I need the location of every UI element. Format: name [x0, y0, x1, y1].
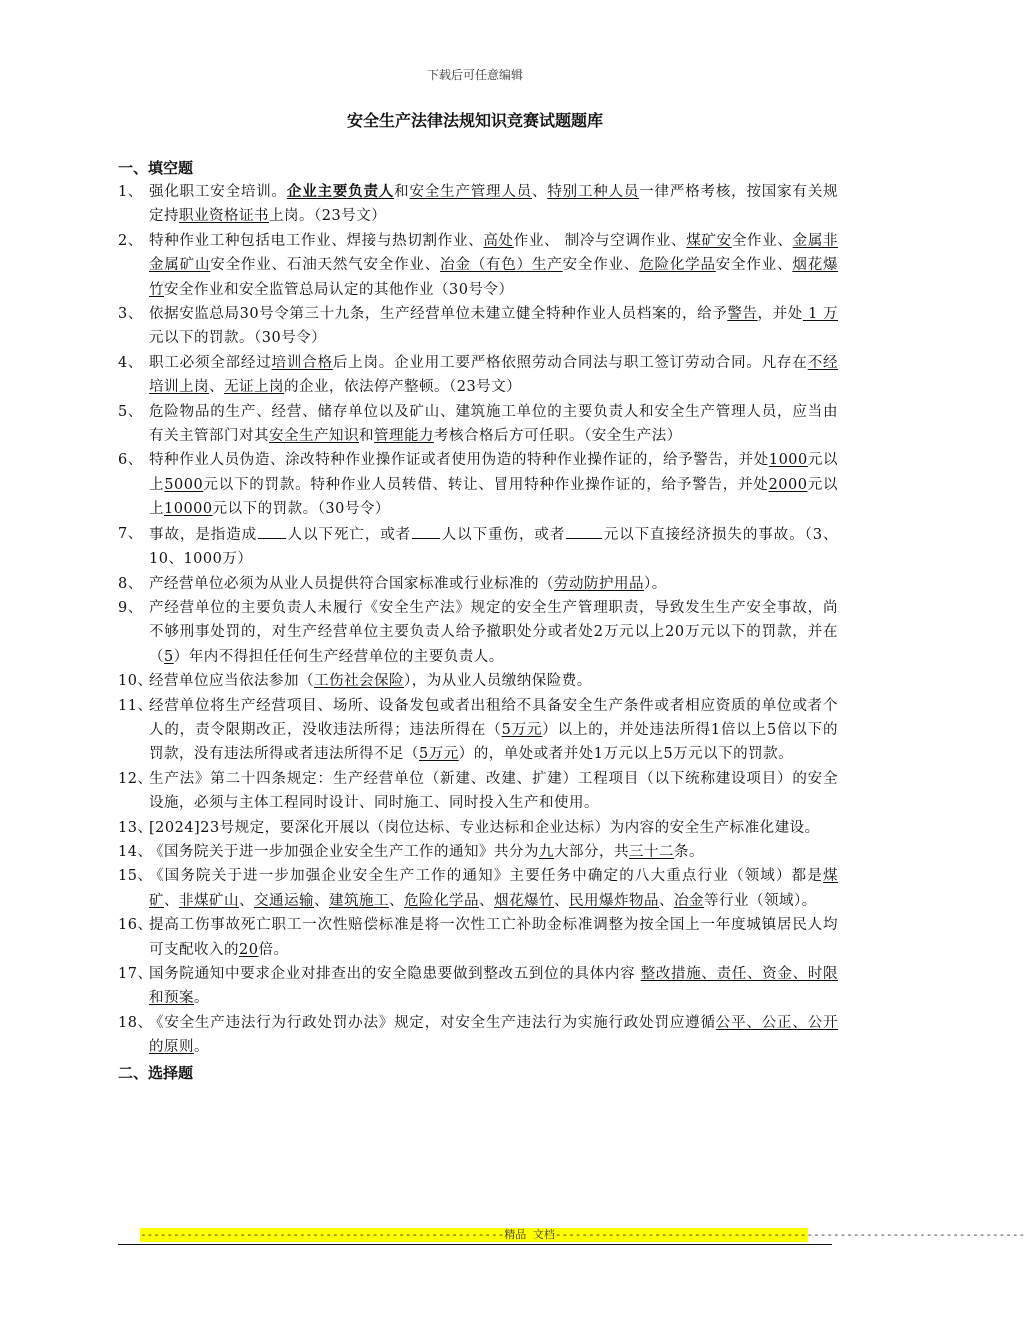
question-text: 产经营单位必须为从业人员提供符合国家标准或行业标准的（劳动防护用品）。 [149, 575, 667, 592]
question-number: 13、 [118, 819, 153, 836]
question-item [118, 816, 838, 840]
question-text: 生产法》第二十四条规定：生产经营单位（新建、改建、扩建）工程项目（以下统称建设项目）的安全设施，必须与主体工程同时设计、同时施工、同时投入生产和使用。 [149, 770, 838, 812]
question-text: 特种作业人员伪造、涂改特种作业操作证或者使用伪造的特种作业操作证的，给予警告，并处1000元以上5000元以下的罚款。特种作业人员转借、转让、冒用特种作业操作证的，给予警告，并处2000元以上10000元以下的罚款。（30号令） [149, 452, 839, 518]
question-number: 11、 [118, 697, 153, 714]
question-number: 10、 [118, 673, 153, 690]
question-text: 《安全生产违法行为行政处罚办法》规定，对安全生产违法行为实施行政处罚应遵循公平、公正、公开的原则。 [149, 1014, 839, 1056]
question-number: 3、 [118, 306, 143, 323]
question-item [118, 669, 838, 693]
document-body [118, 156, 838, 1085]
question-item [118, 351, 838, 400]
question-text: 经营单位应当依法参加（工伤社会保险），为从业人员缴纳保险费。 [149, 673, 592, 690]
question-item [118, 913, 838, 962]
question-item [118, 302, 838, 351]
footer-divider [118, 1244, 832, 1245]
question-item [118, 962, 838, 1011]
question-item [118, 767, 838, 816]
question-item [118, 840, 838, 864]
question-number: 17、 [118, 966, 153, 982]
question-item [118, 448, 838, 521]
question-item [118, 596, 838, 669]
document-title: 安全生产法律法规知识竞赛试题题库 [346, 111, 603, 130]
question-number: 4、 [118, 354, 143, 371]
question-text: 国务院通知中要求企业对排查出的安全隐患要做到整改五到位的具体内容 整改措施、责任、资金、时限和预案。 [149, 966, 839, 1007]
question-text: [2024]23号规定，要深化开展以（岗位达标、专业达标和企业达标）为内容的安全生产标准化建设。 [149, 819, 820, 836]
question-number: 6、 [118, 452, 143, 469]
question-number: 15、 [118, 868, 153, 885]
header-note: 下载后可任意编辑 [426, 68, 523, 82]
question-item [118, 180, 838, 229]
question-text: 产经营单位的主要负责人未履行《安全生产法》规定的安全生产管理职责，导致发生生产安全事故，尚不够刑事处罚的，对生产经营单位主要负责人给予撤职处分或者处2万元以上20万元以下的罚款，并在（5）年内不得担任任何生产经营单位的主要负责人。 [149, 599, 838, 665]
question-text: 《国务院关于进一步加强企业安全生产工作的通知》共分为九大部分，共三十二条。 [149, 843, 704, 860]
question-text: 强化职工安全培训。企业主要负责人和安全生产管理人员、特别工种人员一律严格考核，按国家有关规定持职业资格证书上岗。（23号文） [149, 183, 839, 225]
question-text: 经营单位将生产经营项目、场所、设备发包或者出租给不具备安全生产条件或者相应资质的单位或者个人的，责令限期改正，没收违法所得；违法所得在（5万元）以上的，并处违法所得1倍以上5倍以下的罚款，没有违法所得或者违法所得不足（5万元）的，单处或者并处1万元以上5万元以下的罚款。 [149, 697, 839, 763]
question-number: 18、 [118, 1014, 153, 1031]
question-number: 9、 [118, 599, 143, 616]
question-number: 1、 [118, 184, 143, 200]
question-text: 提高工伤事故死亡职工一次性赔偿标准是将一次性工亡补助金标准调整为按全国上一年度城镇居民人均可支配收入的20倍。 [149, 917, 838, 958]
question-number: 8、 [118, 575, 143, 592]
question-number: 12、 [118, 770, 153, 787]
question-number: 14、 [118, 843, 153, 860]
question-text: 危险物品的生产、经营、储存单位以及矿山、建筑施工单位的主要负责人和安全生产管理人员，应当由有关主管部门对其安全生产知识和管理能力考核合格后方可任职。（安全生产法） [149, 403, 838, 445]
question-item [118, 1011, 838, 1060]
question-number: 16、 [118, 917, 153, 934]
section-heading-choice: 二、选择题 [118, 1063, 194, 1082]
question-item [118, 864, 838, 913]
question-item [118, 400, 838, 449]
question-item [118, 229, 838, 302]
question-text: 《国务院关于进一步加强企业安全生产工作的通知》主要任务中确定的八大重点行业（领域）都是煤矿、非煤矿山、交通运输、建筑施工、危险化学品、烟花爆竹、民用爆炸物品、冶金等行业（领域）。 [149, 868, 838, 909]
question-number: 2、 [118, 232, 143, 249]
section-heading-fill-blank: 一、填空题 [118, 159, 194, 177]
question-text: 特种作业工种包括电工作业、焊接与热切割作业、高处作业、 制冷与空调作业、煤矿安全作业、金属非金属矿山安全作业、石油天然气安全作业、冶金（有色）生产安全作业、危险化学品安全作业、烟花爆竹安全作业和安全监管总局认定的其他作业（30号令） [149, 232, 839, 298]
question-text: 事故，是指造成 人以下死亡，或者 人以下重伤，或者 元以下直接经济损失的事故。（3、10、1000万） [149, 527, 838, 567]
question-item [118, 572, 838, 596]
footer-watermark-band: -------------------------------------------------------精品 文档----------------------------------------------------------------------- [140, 1228, 1025, 1241]
question-text: 职工必须全部经过培训合格后上岗。企业用工要严格依照劳动合同法与职工签订劳动合同。凡存在不经培训上岗、无证上岗的企业，依法停产整顿。（23号文） [149, 354, 839, 396]
question-item [118, 694, 838, 767]
question-number: 7、 [118, 525, 143, 542]
question-list [118, 180, 838, 1060]
question-text: 依据安监总局30号令第三十九条，生产经营单位未建立健全特种作业人员档案的，给予警告，并处 1 万元以下的罚款。（30号令） [149, 306, 839, 347]
question-number: 5、 [118, 403, 143, 420]
question-item [118, 522, 838, 572]
